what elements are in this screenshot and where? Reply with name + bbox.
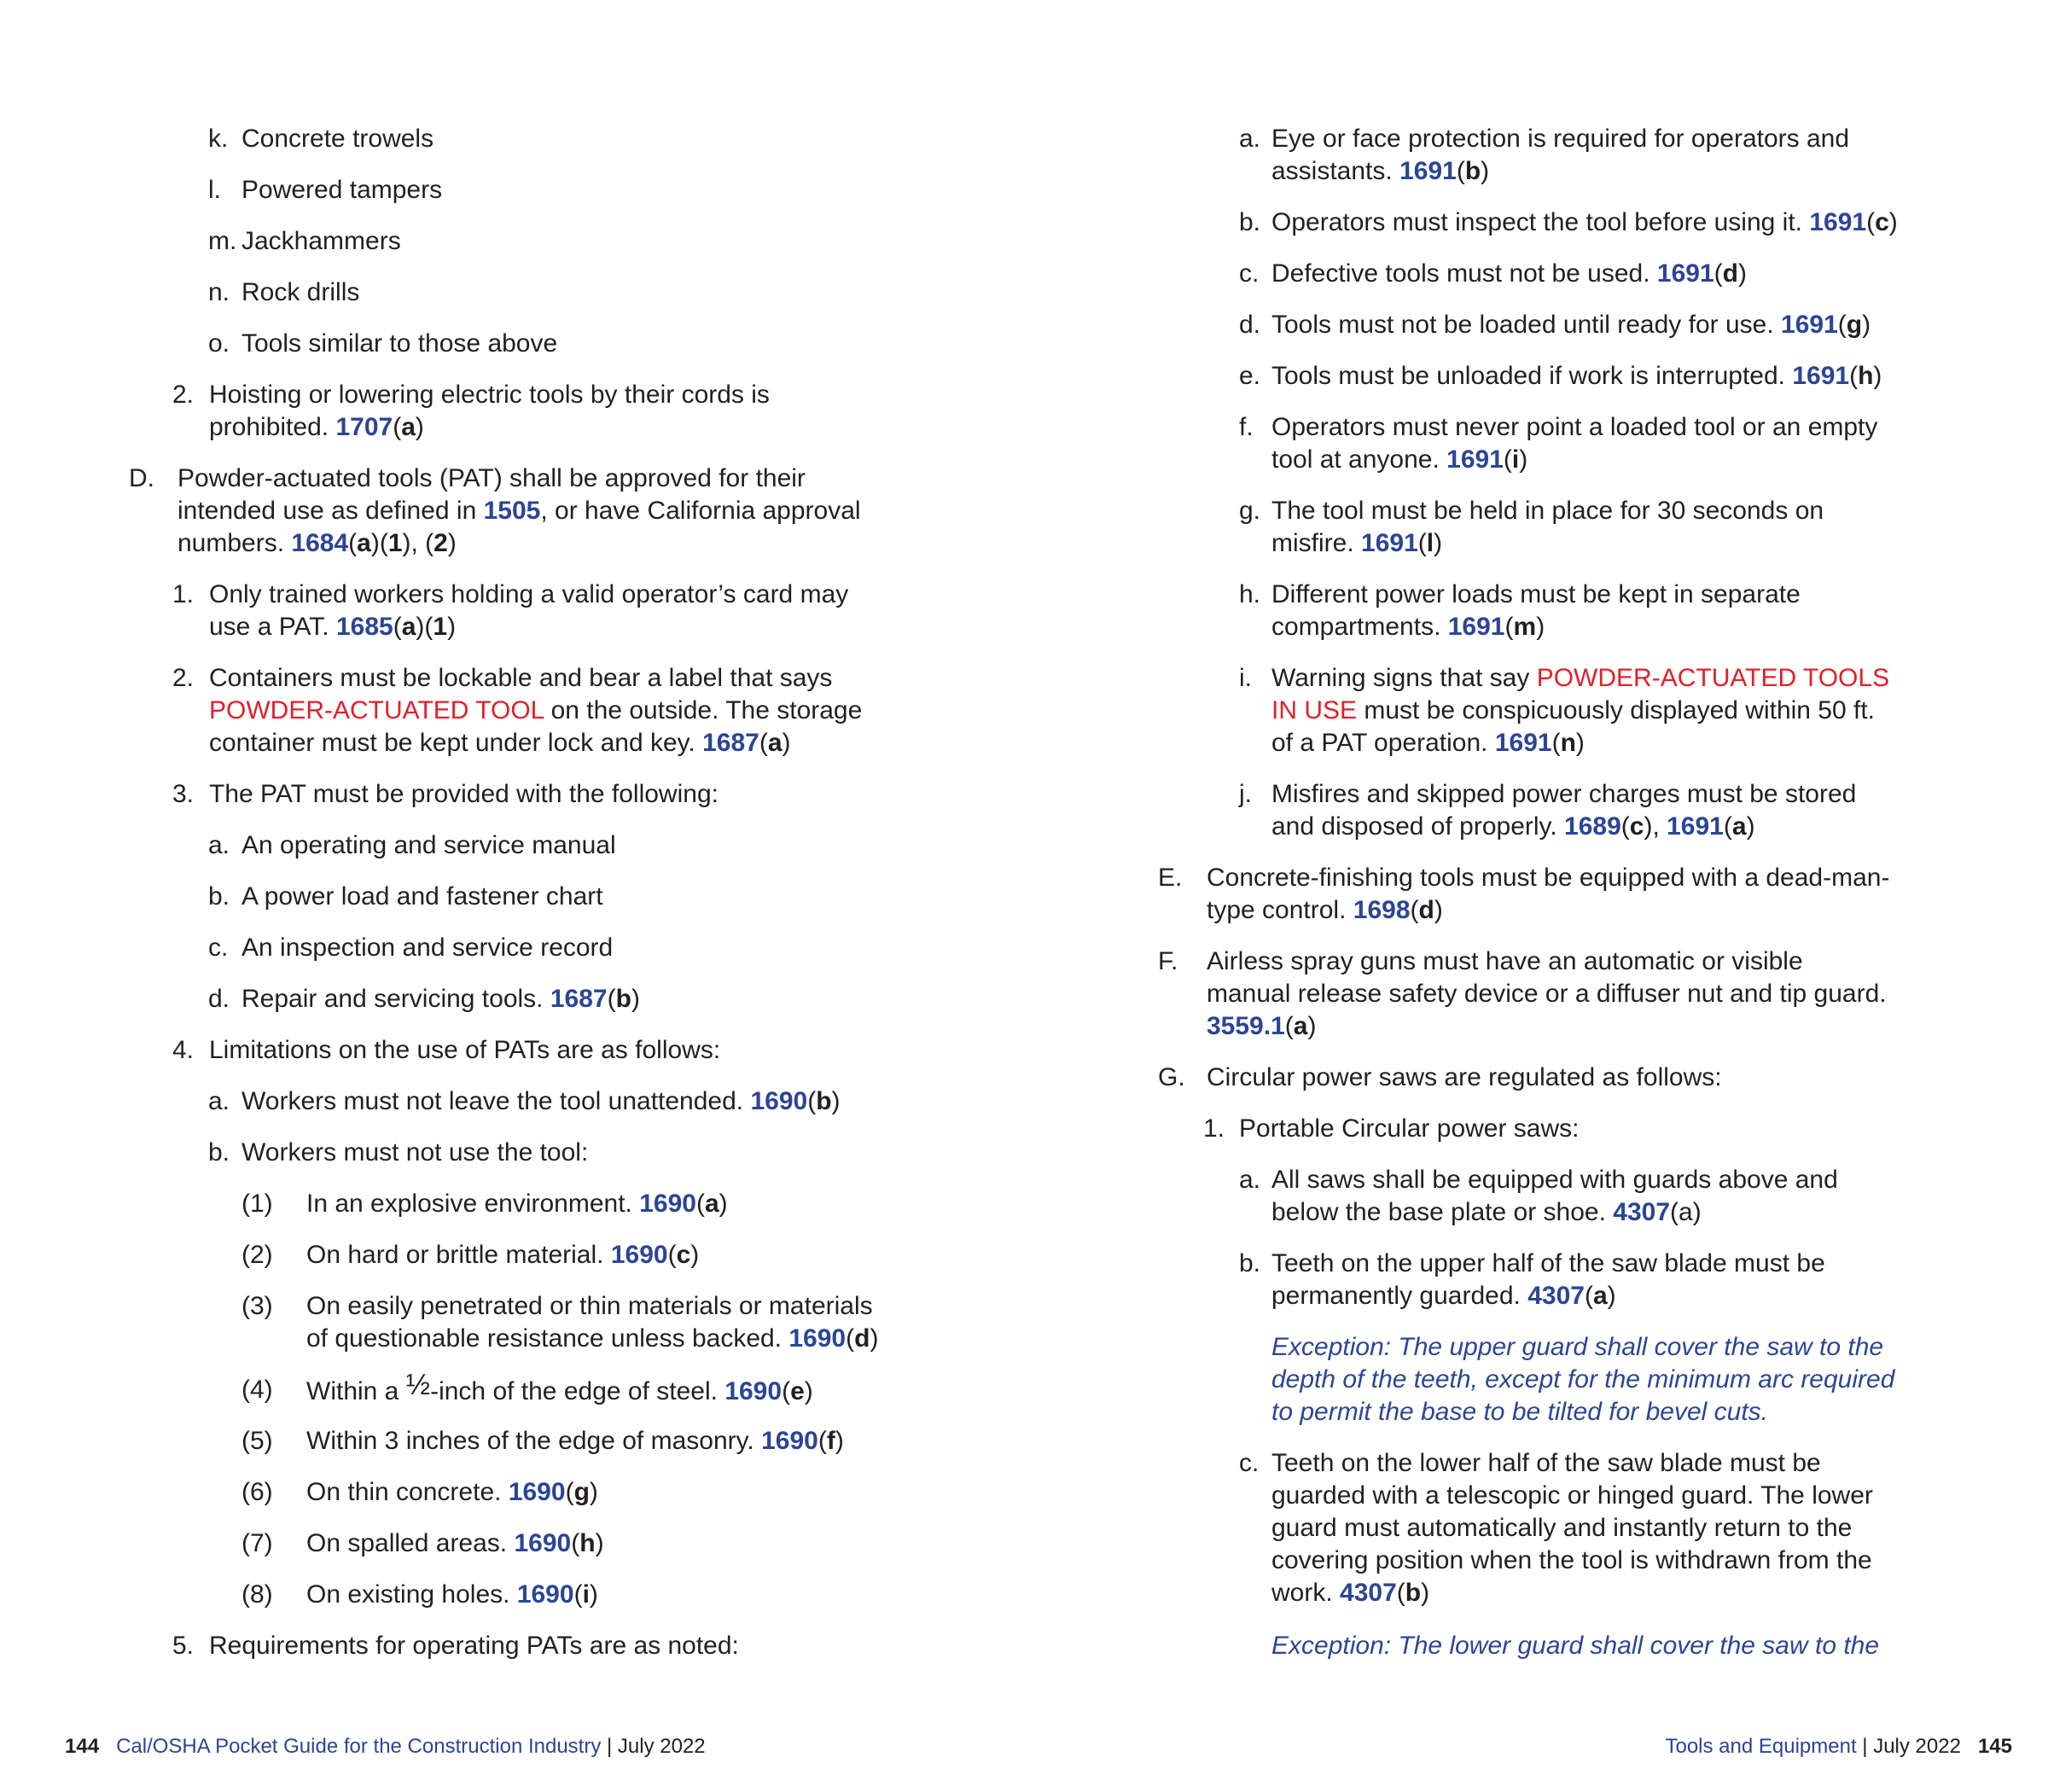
section-title: Tools and Equipment [1665, 1735, 1857, 1758]
code-reference: 4307 [1613, 1198, 1671, 1226]
right-footer: Tools and Equipment | July 2022 145 [1665, 1735, 2012, 1758]
code-reference: 1691 [1399, 157, 1457, 185]
code-reference: 1685 [335, 613, 393, 641]
exception-note: Exception: The lower guard shall cover the saw to the [1271, 1632, 1880, 1660]
warning-sign-text: POWDER-ACTUATED TOOLS [1536, 664, 1890, 692]
code-reference: 1698 [1353, 896, 1411, 924]
left-footer: 144 Cal/OSHA Pocket Guide for the Construction Industry | July 2022 [65, 1735, 706, 1758]
code-reference: 4307 [1340, 1579, 1397, 1607]
code-reference: 1689 [1564, 812, 1621, 841]
code-reference: 1691 [1446, 445, 1504, 474]
code-reference: 1690 [514, 1529, 572, 1557]
code-reference: 1691 [1361, 529, 1418, 557]
code-reference: 3559.1 [1207, 1012, 1285, 1040]
code-reference: 1691 [1781, 311, 1838, 339]
code-reference: 1690 [508, 1478, 566, 1506]
exception-note: Exception: The upper guard shall cover the saw to the depth of the teeth, except for the minimum arc required to permit the base to be tilted for bevel cuts. [1271, 1333, 1895, 1426]
page-number: 144 [65, 1735, 100, 1758]
code-reference: 1691 [1667, 812, 1724, 841]
code-reference: 1690 [788, 1324, 847, 1353]
code-reference: 1691 [1494, 729, 1552, 757]
code-reference: 1505 [483, 497, 541, 525]
code-reference: 1691 [1447, 613, 1505, 641]
warning-label-text: POWDER-ACTUATED TOOL [209, 696, 544, 724]
code-reference: 4307 [1527, 1282, 1585, 1310]
code-reference: 1690 [610, 1241, 668, 1269]
code-reference: 1691 [1656, 259, 1714, 288]
code-reference: 1690 [724, 1377, 783, 1405]
code-reference: 1687 [702, 729, 759, 757]
code-reference: 1690 [639, 1190, 696, 1218]
code-reference: 1690 [516, 1580, 574, 1609]
code-reference: 1684 [291, 529, 349, 557]
code-reference: 1687 [550, 985, 608, 1013]
code-reference: 1691 [1809, 208, 1867, 236]
code-reference: 1691 [1792, 362, 1850, 390]
book-title: Cal/OSHA Pocket Guide for the Construction Industry [116, 1735, 602, 1758]
code-reference: 1690 [761, 1427, 818, 1455]
code-reference: 1707 [335, 413, 393, 441]
code-reference: 1690 [750, 1087, 808, 1115]
page-number: 145 [1977, 1735, 2012, 1758]
